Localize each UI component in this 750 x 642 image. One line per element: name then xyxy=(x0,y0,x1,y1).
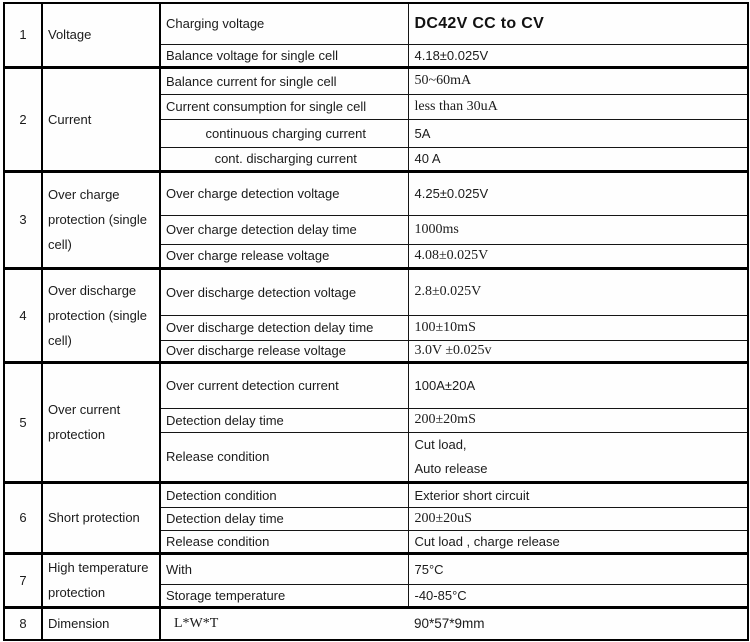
spec-name: Over discharge release voltage xyxy=(160,340,408,362)
spec-value: 50~60mA xyxy=(408,67,748,94)
section-category: Over current protection xyxy=(42,362,160,482)
section-category: Over charge protection (single cell) xyxy=(42,171,160,268)
spec-value: 75°C xyxy=(408,553,748,584)
spec-name: Release condition xyxy=(160,530,408,553)
spec-name: cont. discharging current xyxy=(160,147,408,171)
spec-table xyxy=(3,2,749,641)
section-category: Over discharge protection (single cell) xyxy=(42,268,160,362)
spec-value: 5A xyxy=(408,119,748,147)
spec-value: 4.18±0.025V xyxy=(408,44,748,67)
spec-value: 1000ms xyxy=(408,215,748,244)
spec-name: Storage temperature xyxy=(160,584,408,607)
spec-name: Detection delay time xyxy=(160,507,408,530)
table-row xyxy=(4,482,748,507)
spec-name: With xyxy=(160,553,408,584)
table-row xyxy=(4,3,748,44)
table-row xyxy=(4,607,748,640)
spec-name: Detection delay time xyxy=(160,408,408,432)
spec-value: -40-85°C xyxy=(408,584,748,607)
spec-name: Current consumption for single cell xyxy=(160,94,408,119)
spec-name: Over discharge detection delay time xyxy=(160,315,408,340)
spec-name: Release condition xyxy=(160,432,408,482)
section-number: 3 xyxy=(4,171,42,268)
section-number: 7 xyxy=(4,553,42,607)
spec-value xyxy=(408,432,748,482)
spec-name: L*W*T xyxy=(174,615,219,631)
section-category: Dimension xyxy=(42,607,160,640)
spec-value: 40 A xyxy=(408,147,748,171)
spec-value: 100A±20A xyxy=(408,362,748,408)
spec-name: Over charge detection delay time xyxy=(160,215,408,244)
section-number: 8 xyxy=(4,607,42,640)
section-number: 6 xyxy=(4,482,42,553)
spec-name: Over charge release voltage xyxy=(160,244,408,268)
table-row xyxy=(4,268,748,315)
dimension-cell xyxy=(160,607,748,640)
table-row xyxy=(4,362,748,408)
spec-value: 90*57*9mm xyxy=(414,616,485,632)
spec-value-line: Auto release xyxy=(414,460,488,476)
spec-name: continuous charging current xyxy=(160,119,408,147)
spec-value: 4.08±0.025V xyxy=(408,244,748,268)
spec-value: 200±20mS xyxy=(408,408,748,432)
spec-name: Balance current for single cell xyxy=(160,67,408,94)
spec-value: 3.0V ±0.025v xyxy=(408,340,748,362)
spec-value: 100±10mS xyxy=(408,315,748,340)
spec-name: Over discharge detection voltage xyxy=(160,268,408,315)
spec-value: 4.25±0.025V xyxy=(408,171,748,215)
spec-value: Exterior short circuit xyxy=(408,482,748,507)
table-row xyxy=(4,171,748,215)
spec-value: 200±20uS xyxy=(408,507,748,530)
section-number: 1 xyxy=(4,3,42,67)
spec-name: Charging voltage xyxy=(160,3,408,44)
section-category: Short protection xyxy=(42,482,160,553)
spec-value: Cut load , charge release xyxy=(408,530,748,553)
spec-name: Balance voltage for single cell xyxy=(160,44,408,67)
table-row xyxy=(4,553,748,584)
spec-name: Over current detection current xyxy=(160,362,408,408)
section-number: 5 xyxy=(4,362,42,482)
section-category: Voltage xyxy=(42,3,160,67)
section-number: 4 xyxy=(4,268,42,362)
spec-value: less than 30uA xyxy=(408,94,748,119)
section-category: Current xyxy=(42,67,160,171)
spec-value-line: Cut load, xyxy=(414,436,467,452)
spec-value: DC42V CC to CV xyxy=(408,3,748,44)
section-category: High temperature protection xyxy=(42,553,160,607)
section-number: 2 xyxy=(4,67,42,171)
spec-name: Detection condition xyxy=(160,482,408,507)
spec-name: Over charge detection voltage xyxy=(160,171,408,215)
spec-value: 2.8±0.025V xyxy=(408,268,748,315)
table-row xyxy=(4,67,748,94)
